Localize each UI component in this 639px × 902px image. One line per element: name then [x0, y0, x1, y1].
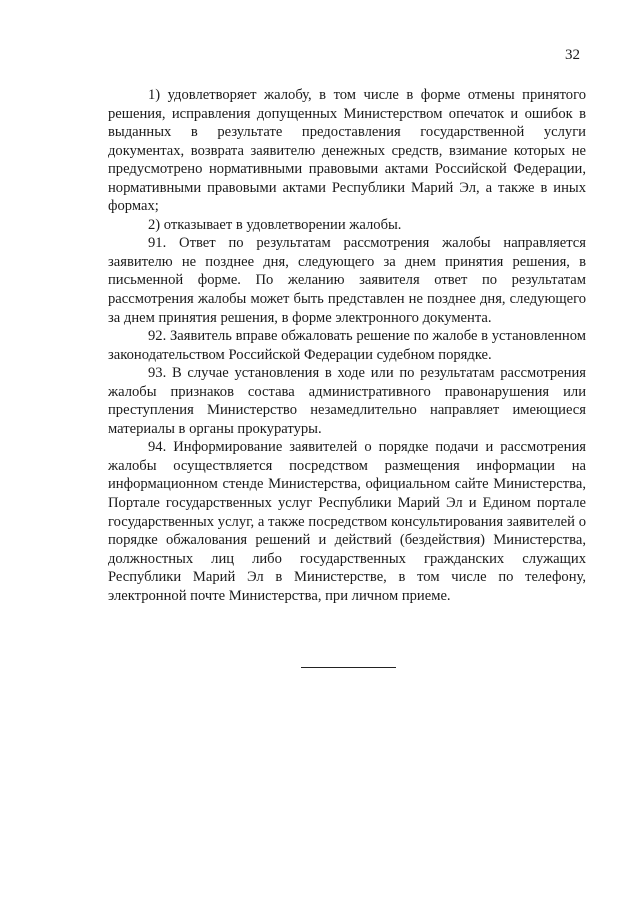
paragraph-item-2: 2) отказывает в удовлетворении жалобы. — [148, 216, 402, 233]
paragraph-93: 93. В случае установления в ходе или по результатам рассмотрения жалобы признаков состава административного правонарушения или преступления Министерство незамедлительно направляет имеющиеся материалы в органы прокуратуры. — [108, 365, 586, 437]
document-body — [108, 86, 586, 605]
paragraph-91: 91. Ответ по результатам рассмотрения жалобы направляется заявителю не позднее дня, следующего за днем принятия решения, в письменной форме. По желанию заявителя ответ по результатам рассмотрения жалобы может быть представлен не позднее дня, следующего за днем принятия решения, в форме электронного документа. — [108, 235, 586, 326]
paragraph-item-1: 1) удовлетворяет жалобу, в том числе в форме отмены принятого решения, исправления допущенных Министерством опечаток и ошибок в выданных в результате предоставления государственной услуги документах, возврата заявителю денежных средств, взимание которых не предусмотрено нормативными правовыми актами Российской Федерации, нормативными правовыми актами Республики Марий Эл, а также в иных формах; — [108, 87, 586, 215]
paragraph-92: 92. Заявитель вправе обжаловать решение по жалобе в установленном законодательством Российской Федерации судебном порядке. — [108, 328, 586, 363]
paragraph-94: 94. Информирование заявителей о порядке подачи и рассмотрения жалобы осуществляется посредством размещения информации на информационном стенде Министерства, официальном сайте Министерства, Портале государственных услуг Республики Марий Эл и Едином портале государственных услуг, а также посредством консультирования заявителей о порядке обжалования решений и действий (бездействия) Министерства, должностных лиц либо государственных гражданских служащих Республики Марий Эл в Министерстве, в том числе по телефону, электронной почте Министерства, при личном приеме. — [108, 439, 586, 604]
page-number: 32 — [565, 47, 580, 63]
end-of-document-rule — [301, 667, 396, 668]
